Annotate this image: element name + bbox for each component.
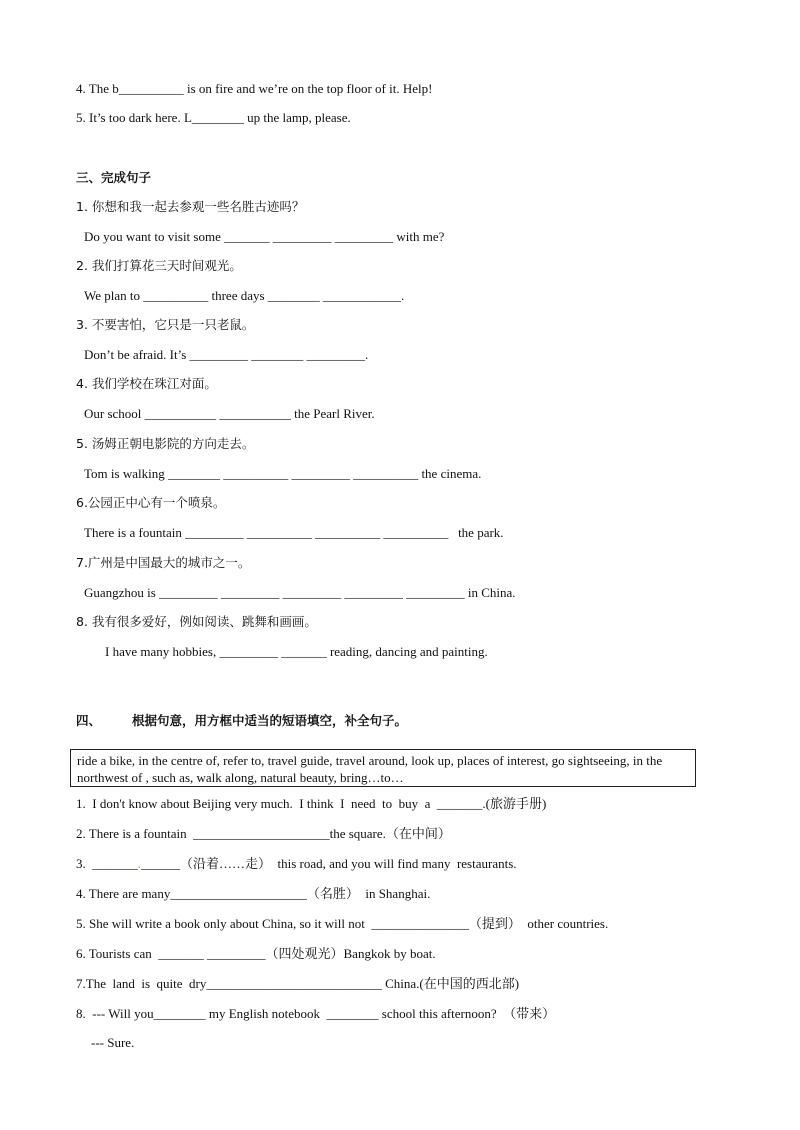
part3-item-1-en: Do you want to visit some _______ _________ _________ with me? [84,229,445,244]
part4-question-4: 4. There are many_____________________（名胜） in Shanghai. [76,886,431,901]
part4-question-7: 7.The land is quite dry___________________________ China.(在中国的西北部) [76,976,520,991]
part2-question-5: 5. It’s too dark here. L________ up the lamp, please. [76,110,351,125]
part4-question-3-blank: 3. _______ [76,856,138,871]
part3-item-2-en: We plan to __________ three days ________ ____________. [84,288,405,303]
part4-heading-number: 四、 [76,713,102,728]
part3-item-7-zh: 7.广州是中国最大的城市之一。 [76,555,251,570]
part3-item-8-zh: 8. 我有很多爱好，例如阅读、跳舞和画画。 [76,614,317,629]
part4-question-5: 5. She will write a book only about China, so it will not _______________（提到） other countries. [76,916,609,931]
phrase-box: ride a bike, in the centre of, refer to, travel guide, travel around, look up, places of interest, go sightseeing, in the northwest of , such as, walk along, natural beauty, bring…to… [70,749,696,787]
part3-item-6-zh: 6.公园正中心有一个喷泉。 [76,495,226,510]
part3-item-4-en: Our school ___________ ___________ the Pearl River. [84,406,375,421]
part3-item-2-zh: 2. 我们打算花三天时间观光。 [76,258,242,273]
part4-question-1: 1. I don't know about Beijing very much. I think I need to buy a _______.(旅游手册) [76,796,547,811]
part3-item-1-zh: 1. 你想和我一起去参观一些名胜古迹吗？ [76,199,305,214]
part3-item-4-zh: 4. 我们学校在珠江对面。 [76,376,217,391]
stray-mark: . [137,856,141,871]
part3-item-5-zh: 5. 汤姆正朝电影院的方向走去。 [76,436,255,451]
part3-item-5-en: Tom is walking ________ __________ _________ __________ the cinema. [84,466,482,481]
part4-question-3 [76,856,517,872]
part4-question-6: 6. Tourists can _______ _________（四处观光）Bangkok by boat. [76,946,436,961]
part4-question-3-rest: ______（沿着……走） this road, and you will find many restaurants. [141,856,517,871]
part4-question-8: 8. --- Will you________ my English notebook ________ school this afternoon? （带来） [76,1006,556,1021]
part3-item-7-en: Guangzhou is _________ _________ _________ _________ _________ in China. [84,585,516,600]
part2-question-4: 4. The b__________ is on fire and we’re on the top floor of it. Help! [76,81,433,96]
part4-heading: 根据句意，用方框中适当的短语填空，补全句子。 [132,713,408,728]
part4-question-8-reply: --- Sure. [91,1035,135,1050]
part4-question-2: 2. There is a fountain _____________________the square.（在中间） [76,826,451,841]
part3-item-6-en: There is a fountain _________ __________ __________ __________ the park. [84,525,504,540]
part3-item-3-en: Don’t be afraid. It’s _________ ________ _________. [84,347,369,362]
part3-item-3-zh: 3. 不要害怕，它只是一只老鼠。 [76,317,255,332]
part3-heading: 三、完成句子 [76,170,152,185]
part3-item-8-en: I have many hobbies, _________ _______ reading, dancing and painting. [105,644,488,659]
